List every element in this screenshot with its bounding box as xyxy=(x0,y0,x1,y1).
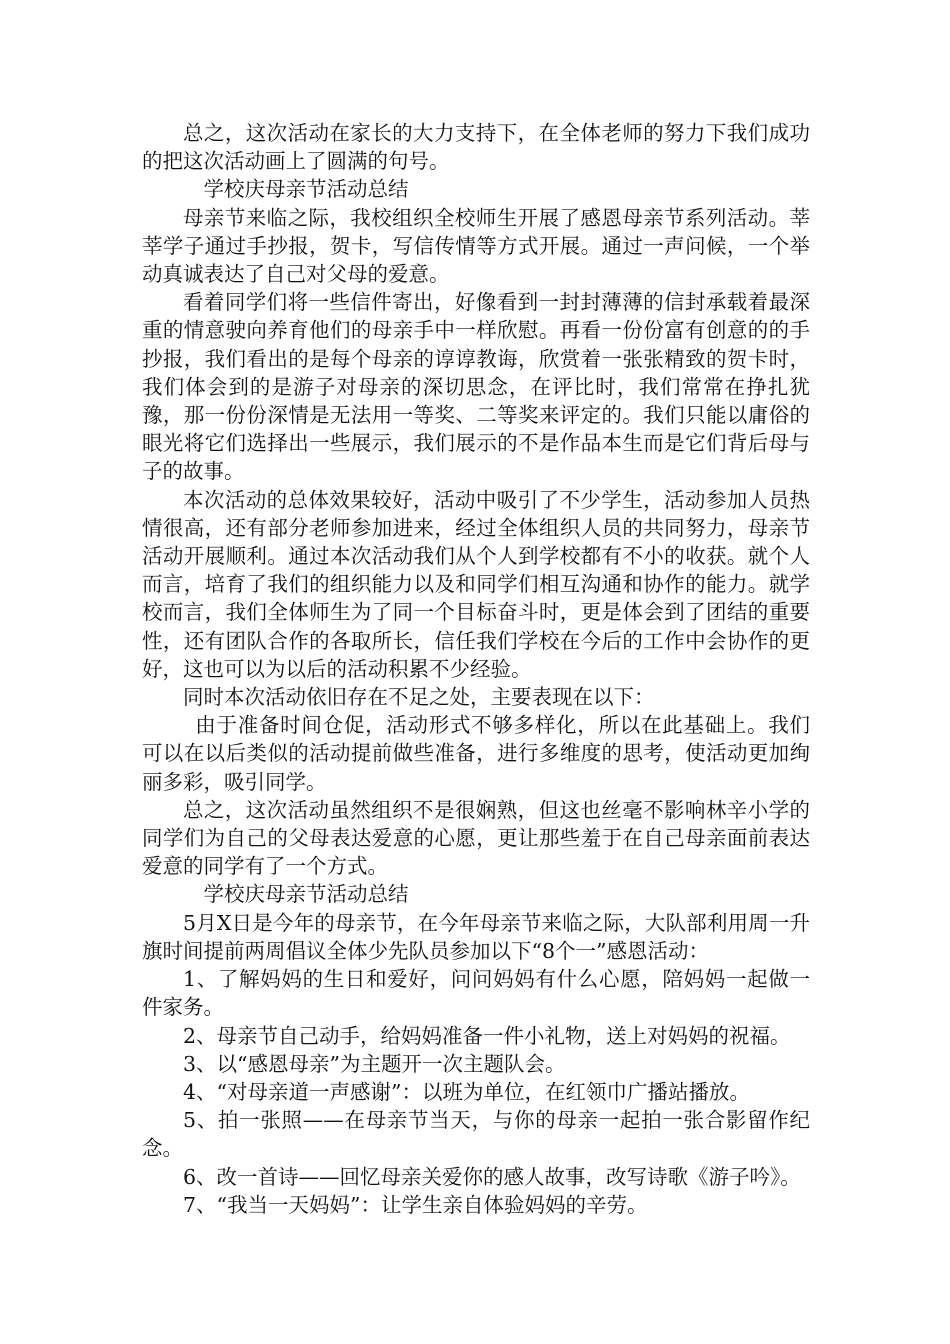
section-heading-2: 学校庆母亲节活动总结 xyxy=(203,882,409,907)
paragraph-activity-intro: 5月X日是今年的母亲节，在今年母亲节来临之际，大队部利用周一升旗时间提前两周倡议全体少先队员参加以下“8个一”感恩活动： xyxy=(142,910,810,963)
document-page xyxy=(142,119,810,1219)
paragraph-improvement: 由于准备时间仓促，活动形式不够多样化，所以在此基础上。我们可以在以后类似的活动提前做些准备，进行多维度的思考，使活动更加绚丽多彩，吸引同学。 xyxy=(142,713,810,794)
paragraph-effect: 本次活动的总体效果较好，活动中吸引了不少学生，活动参加人员热情很高，还有部分老师参加进来，经过全体组织人员的共同努力，母亲节活动开展顺利。通过本次活动我们从个人到学校都有不小的收获。就个人而言，培育了我们的组织能力以及和同学们相互沟通和协作的能力。就学校而言，我们全体师生为了同一个目标奋斗时，更是体会到了团结的重要性，还有团队合作的各取所长，信任我们学校在今后的工作中会协作的更好，这也可以为以后的活动积累不少经验。 xyxy=(142,487,810,681)
paragraph-letters: 看着同学们将一些信件寄出，好像看到一封封薄薄的信封承载着最深重的情意驶向养育他们的母亲手中一样欣慰。再看一份份富有创意的的手抄报，我们看出的是每个母亲的谆谆教诲，欣赏着一张张精致的贺卡时，我们体会到的是游子对母亲的深切思念，在评比时，我们常常在挣扎犹豫，那一份份深情是无法用一等奖、二等奖来评定的。我们只能以庸俗的眼光将它们选择出一些展示，我们展示的不是作品本生而是它们背后母与子的故事。 xyxy=(142,290,810,484)
paragraph-shortcomings: 同时本次活动依旧存在不足之处，主要表现在以下： xyxy=(183,685,655,710)
paragraph-intro: 母亲节来临之际，我校组织全校师生开展了感恩母亲节系列活动。莘莘学子通过手抄报，贺卡，写信传情等方式开展。通过一声问候，一个举动真诚表达了自己对父母的爱意。 xyxy=(142,205,810,287)
list-item: 7、“我当一天妈妈”：让学生亲自体验妈妈的辛劳。 xyxy=(183,1192,648,1217)
list-item: 1、了解妈妈的生日和爱好，问问妈妈有什么心愿，陪妈妈一起做一件家务。 xyxy=(142,967,810,1020)
list-item: 5、拍一张照——在母亲节当天，与你的母亲一起拍一张合影留作纪念。 xyxy=(142,1108,810,1161)
list-item: 6、改一首诗——回忆母亲关爱你的感人故事，改写诗歌《游子吟》。 xyxy=(183,1164,801,1189)
list-item: 2、母亲节自己动手，给妈妈准备一件小礼物，送上对妈妈的祝福。 xyxy=(183,1023,791,1048)
list-item: 4、“对母亲道一声感谢”：以班为单位，在红领巾广播站播放。 xyxy=(183,1079,751,1104)
paragraph-conclusion-2: 总之，这次活动虽然组织不是很娴熟，但这也丝毫不影响林辛小学的同学们为自己的父母表达爱意的心愿，更让那些羞于在自己母亲面前表达爱意的同学有了一个方式。 xyxy=(142,797,810,879)
list-item: 3、以“感恩母亲”为主题开一次主题队会。 xyxy=(183,1051,566,1076)
paragraph-conclusion-1: 总之，这次活动在家长的大力支持下，在全体老师的努力下我们成功的把这次活动画上了圆满的句号。 xyxy=(142,121,810,174)
section-heading-1: 学校庆母亲节活动总结 xyxy=(203,177,409,202)
